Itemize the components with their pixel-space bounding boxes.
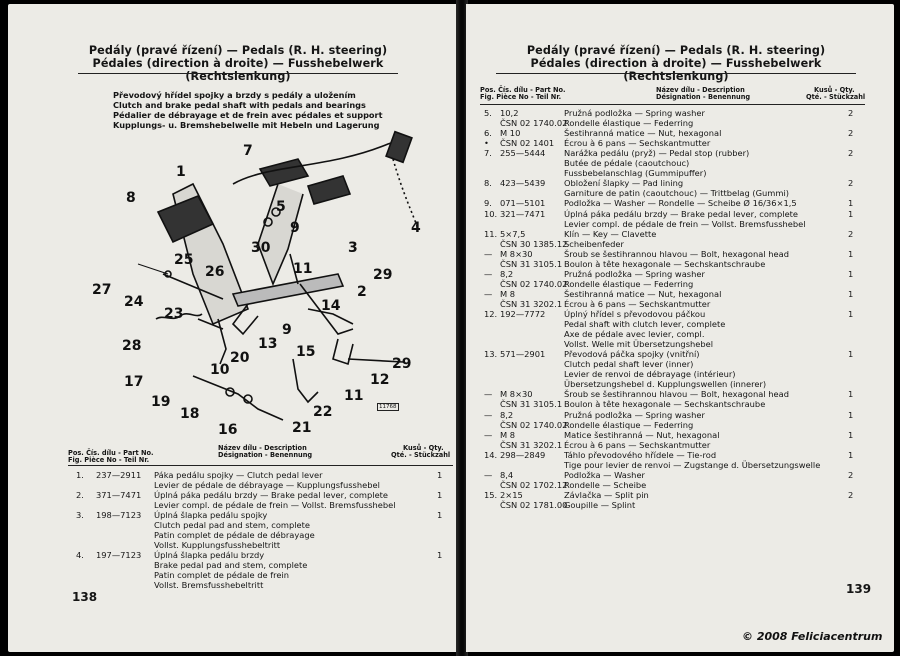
part-description: Úplná páka pedálu brzdy — Brake pedal lever, complete [564,208,799,219]
callout-22: 22 [313,404,333,420]
part-number: 10,2 [500,108,519,118]
table-row [8,480,458,490]
part-description: Levier compl. de pédale de frein — Vollst. Bremsfusshebel [154,500,396,510]
part-description: Brake pedal pad and stem, complete [154,560,308,570]
position-number: 4. [76,550,84,560]
callout-25: 25 [174,252,194,268]
position-number: 3. [76,510,84,520]
part-description: Rondelle — Scheibe [564,479,647,490]
callout-27: 27 [92,282,112,298]
subtitle-line-4: Kupplungs- u. Bremshebelwelle mit Hebeln und Lagerung [113,120,380,130]
part-description: Rondelle élastique — Federring [564,278,694,289]
part-description: Šroub se šestihrannou hlavou — Bolt, hexagonal head [564,389,789,400]
part-description: Úplný hřídel s převodovou páčkou [564,309,706,319]
part-number: ČSN 02 1740.02 [500,278,568,289]
left-header-line2: Pédales (direction à droite) — Fusshebelwerk (Rechtslenkung) [92,57,384,83]
part-number: 5×7,5 [500,228,526,239]
quantity: 1 [848,449,854,460]
table-row [466,500,894,510]
callout-13: 13 [258,336,278,352]
position-number: — [484,288,493,299]
callout-19: 19 [151,394,171,410]
part-description: Tige pour levier de renvoi — Zugstange d. Übersetzungswelle [564,459,821,470]
right-header-rule [496,73,856,74]
part-description: Levier compl. de pédale de frein — Vollst. Bremsfusshebel [564,218,806,229]
part-description: Páka pedálu spojky — Clutch pedal lever [154,470,323,480]
position-number: — [484,389,493,400]
position-number: — [484,409,493,420]
part-number: M 8 [500,288,516,299]
part-description: Vollst. Welle mit Übersetzungshebel [564,339,714,350]
part-number: M 10 [500,128,521,139]
part-description: Goupille — Splint [564,499,636,510]
callout-21: 21 [292,420,312,436]
table-row [466,168,894,178]
part-description: Scheibenfeder [564,238,624,249]
callout-29b: 29 [392,356,412,372]
part-number: ČSN 31 3105.1 [500,399,563,410]
pedal-assembly-diagram [8,124,458,444]
table-row [466,389,894,399]
quantity: 1 [437,550,443,560]
part-number: 8,2 [500,409,514,420]
callout-11b: 11 [344,388,364,404]
callout-23: 23 [164,306,184,322]
part-number: M 8 [500,429,516,440]
col-head-qty-2: Qté. - Stückzahl [391,451,451,459]
table-row [466,349,894,359]
part-description: Axe de pédale avec levier, compl. [564,329,705,340]
part-description: Levier de renvoi de débrayage (intérieur) [564,369,736,380]
table-row [466,148,894,158]
table-row [466,490,894,500]
table-row [8,540,458,550]
copyright-notice: © 2008 Feliciacentrum [742,630,883,643]
part-description: Écrou à 6 pans — Sechskantmutter [564,298,711,309]
right-header-line1: Pedály (pravé řízení) — Pedals (R. H. steering) [526,44,826,57]
part-description: Pedal shaft with clutch lever, complete [564,319,726,330]
table-row [466,410,894,420]
position-number: 10. [484,208,498,219]
quantity: 1 [848,409,854,420]
part-description: Úplná šlapka pedálu spojky [154,510,268,520]
part-number: 321—7471 [500,208,546,219]
position-number: 12. [484,309,498,319]
table-row [466,158,894,168]
position-number: 2. [76,490,84,500]
part-description: Převodová páčka spojky (vnitřní) [564,349,700,360]
part-number: 8,2 [500,268,514,279]
position-number: — [484,268,493,279]
r-col-head-qty-2: Qté. - Stückzahl [806,93,866,101]
table-row [8,500,458,510]
callout-17: 17 [124,374,144,390]
callout-10: 10 [210,362,230,378]
right-header-line2: Pédales (direction à droite) — Fusshebelwerk (Rechtslenkung) [530,57,822,83]
quantity: 1 [848,429,854,440]
left-header-line1: Pedály (pravé řízení) — Pedals (R. H. steering) [88,44,388,57]
part-description: Pružná podložka — Spring washer [564,268,705,279]
table-row [466,480,894,490]
quantity: 1 [437,490,443,500]
part-description: Levier de pédale de débrayage — Kupplungsfusshebel [154,480,380,490]
quantity: 2 [848,108,854,118]
part-number: ČSN 02 1401 [500,138,555,149]
part-number: M 8×30 [500,389,533,400]
part-description: Vollst. Bremsfusshebeltritt [154,580,264,590]
position-number: 14. [484,449,498,460]
r-col-head-part-2: Fig. Pièce No - Teil Nr. [480,93,562,101]
part-number: ČSN 02 1702.12 [500,479,568,490]
position-number: 7. [484,148,492,159]
position-number: 13. [484,349,498,360]
table-row [466,138,894,148]
quantity: 2 [848,469,854,480]
part-description: Patin complet de pédale de frein [154,570,290,580]
part-description: Matice šestihranná — Nut, hexagonal [564,429,720,440]
part-description: Garniture de patin (caoutchouc) — Trittbelag (Gummi) [564,188,789,199]
table-row [466,430,894,440]
part-number: ČSN 31 3202.1 [500,439,563,450]
position-number: 11. [484,228,498,239]
r-col-head-part-1: Pos. Čís. dílu - Part No. [480,86,566,94]
callout-29a: 29 [373,267,393,283]
callout-4: 4 [411,220,421,236]
part-number: ČSN 31 3202.1 [500,298,563,309]
part-description: Übersetzungshebel d. Kupplungswellen (innerer) [564,379,767,390]
table-row [8,530,458,540]
position-number: 6. [484,128,492,139]
part-description: Rondelle élastique — Federring [564,118,694,129]
part-description: Úplná šlapka pedálu brzdy [154,550,265,560]
part-description: Vollst. Kupplungsfusshebeltritt [154,540,281,550]
right-page [466,4,894,652]
table-row [8,470,458,480]
position-number: 15. [484,489,498,500]
part-number: ČSN 02 1781.00 [500,499,568,510]
part-description: Úplná páka pedálu brzdy — Brake pedal lever, complete [154,490,389,500]
table-row [466,259,894,269]
callout-2: 2 [357,284,367,300]
callout-28: 28 [122,338,142,354]
table-row [466,188,894,198]
col-head-desc-1: Název dílu - Description [218,444,307,452]
r-table-rule [480,104,865,105]
table-row [8,520,458,530]
part-number: 255—5444 [500,148,546,159]
r-col-head-qty-1: Kusů - Qty. [814,86,855,94]
part-description: Fussbebelanschlag (Gummipuffer) [564,168,707,179]
left-page [8,4,458,652]
table-row [466,359,894,369]
quantity: 2 [848,228,854,239]
part-description: Šestihranná matice — Nut, hexagonal [564,128,722,139]
part-description: Šroub se šestihrannou hlavou — Bolt, hexagonal head [564,248,789,259]
quantity: 1 [437,470,443,480]
table-row [466,178,894,188]
table-row [466,450,894,460]
table-row [466,219,894,229]
part-number: 423—5439 [500,178,546,189]
table-row [8,560,458,570]
quantity: 1 [848,349,854,360]
callout-9b: 9 [282,322,292,338]
table-row [466,339,894,349]
callout-15: 15 [296,344,316,360]
callout-16: 16 [218,422,238,438]
part-number: 197—7123 [96,550,142,560]
callout-18: 18 [180,406,200,422]
subtitle-line-2: Clutch and brake pedal shaft with pedals and bearings [113,100,366,110]
part-description: Podložka — Washer [564,469,645,480]
col-head-part-1: Pos. Čís. dílu - Part No. [68,449,154,457]
table-row [466,239,894,249]
part-number: ČSN 02 1740.02 [500,419,568,430]
position-number: — [484,429,493,440]
callout-9a: 9 [290,220,300,236]
part-description: Podložka — Washer — Rondelle — Scheibe Ø 16/36×1,5 [564,198,797,209]
table-row [466,289,894,299]
figure-reference: 11768 [379,404,397,410]
callout-11a: 11 [293,261,313,277]
part-number: ČSN 31 3105.1 [500,258,563,269]
position-number: — [484,248,493,259]
part-description: Pružná podložka — Spring washer [564,108,705,118]
table-row [466,440,894,450]
quantity: 1 [437,510,443,520]
right-page-number: 139 [846,582,872,596]
part-description: Šestihranná matice — Nut, hexagonal [564,288,722,299]
part-description: Pružná podložka — Spring washer [564,409,705,420]
quantity: 2 [848,148,854,159]
part-number: ČSN 02 1740.02 [500,118,568,129]
callout-12: 12 [370,372,390,388]
quantity: 1 [848,288,854,299]
callout-30: 30 [251,240,271,256]
part-number: 2×15 [500,489,523,500]
table-row [8,510,458,520]
table-row [466,128,894,138]
callout-3: 3 [348,240,358,256]
quantity: 1 [848,208,854,219]
table-row [466,460,894,470]
subtitle-line-3: Pédalier de débrayage et de frein avec pédales et support [113,110,383,120]
table-row [466,269,894,279]
position-number: • [484,138,489,149]
r-col-head-desc-1: Název dílu - Description [656,86,745,94]
subtitle-line-1: Převodový hřídel spojky a brzdy s pedály a uložením [113,90,356,100]
table-row [466,420,894,430]
part-description: Boulon à tête hexagonale — Sechskantschraube [564,399,766,410]
col-head-part-2: Fig. Pièce No - Teil Nr. [68,456,150,464]
quantity: 1 [848,198,854,209]
table-row [466,369,894,379]
quantity: 1 [848,389,854,400]
table-row [8,550,458,560]
part-description: Butée de pédale (caoutchouc) [564,158,690,169]
callout-8: 8 [126,190,136,206]
part-description: Boulon à tête hexagonale — Sechskantschraube [564,258,766,269]
table-row [466,229,894,239]
table-row [466,108,894,118]
part-number: 298—2849 [500,449,546,460]
part-number: 192—7772 [500,309,546,319]
table-row [466,279,894,289]
part-number: ČSN 30 1385.12 [500,238,568,249]
part-number: 237—2911 [96,470,142,480]
col-head-qty-1: Kusů - Qty. [403,444,444,452]
part-description: Clutch pedal pad and stem, complete [154,520,311,530]
callout-7: 7 [243,143,253,159]
callout-24: 24 [124,294,144,310]
quantity: 2 [848,128,854,139]
part-description: Obložení šlapky — Pad lining [564,178,684,189]
table-row [466,198,894,208]
part-description: Clutch pedal shaft lever (inner) [564,359,694,370]
part-number: 198—7123 [96,510,142,520]
position-number: 8. [484,178,492,189]
quantity: 1 [848,248,854,259]
table-row [466,309,894,319]
position-number: 1. [76,470,84,480]
part-description: Écrou à 6 pans — Sechskantmutter [564,439,711,450]
table-rule [68,465,453,466]
callout-26: 26 [205,264,225,280]
quantity: 1 [848,268,854,279]
part-number: 571—2901 [500,349,546,360]
table-row [466,118,894,128]
table-row [466,399,894,409]
table-row [466,470,894,480]
callout-14: 14 [321,298,341,314]
callout-1: 1 [176,164,186,180]
r-col-head-desc-2: Désignation - Benennung [656,93,751,101]
left-header-rule [78,73,398,74]
table-row [466,319,894,329]
callout-5: 5 [276,199,286,215]
part-number: 8,4 [500,469,514,480]
table-row [8,580,458,590]
callout-20: 20 [230,350,250,366]
part-number: M 8×30 [500,248,533,259]
table-row [466,329,894,339]
part-number: 371—7471 [96,490,142,500]
table-row [466,249,894,259]
table-row [466,299,894,309]
quantity: 2 [848,489,854,500]
quantity: 2 [848,178,854,189]
part-description: Klín — Key — Clavette [564,228,657,239]
table-row [466,379,894,389]
part-description: Táhlo převodového hřídele — Tie-rod [564,449,717,460]
part-description: Écrou à 6 pans — Sechskantmutter [564,138,711,149]
table-row [8,490,458,500]
left-page-number: 138 [72,590,98,604]
part-description: Závlačka — Split pin [564,489,649,500]
part-number: 071—5101 [500,198,546,209]
col-head-desc-2: Désignation - Benennung [218,451,313,459]
position-number: 5. [484,108,492,118]
table-row [8,570,458,580]
position-number: — [484,469,493,480]
part-description: Narážka pedálu (pryž) — Pedal stop (rubber) [564,148,750,159]
quantity: 1 [848,309,854,319]
table-row [466,209,894,219]
part-description: Rondelle élastique — Federring [564,419,694,430]
position-number: 9. [484,198,492,209]
part-description: Patin complet de pédale de débrayage [154,530,315,540]
